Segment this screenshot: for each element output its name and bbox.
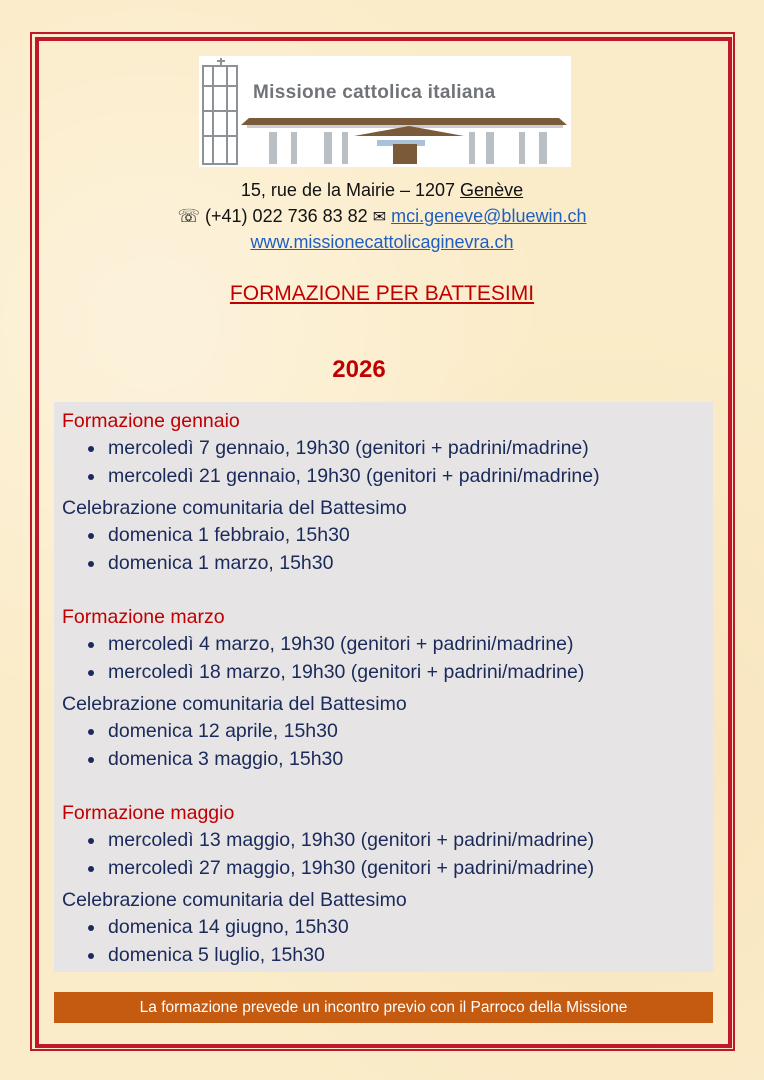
envelope-icon: ✉ <box>372 209 387 226</box>
contact-line <box>0 206 764 227</box>
list-item: mercoledì 13 maggio, 19h30 (genitori + padrini/madrine) <box>62 827 594 855</box>
bullet-icon <box>88 642 94 648</box>
bullet-icon <box>88 925 94 931</box>
celebrazione-heading: Celebrazione comunitaria del Battesimo <box>62 693 407 715</box>
celebrazione-heading: Celebrazione comunitaria del Battesimo <box>62 889 407 911</box>
formazione-heading: Formazione gennaio <box>62 410 240 432</box>
address: 15, rue de la Mairie – 1207 <box>240 180 461 200</box>
year-heading: 2026 <box>332 356 386 383</box>
mission-logo <box>199 56 571 167</box>
formazione-heading: Formazione maggio <box>62 802 235 824</box>
city: Genève <box>460 180 524 200</box>
email-link[interactable]: mci.geneve@bluewin.ch <box>391 206 587 226</box>
phone-icon: ☏ <box>177 206 201 226</box>
bullet-icon <box>88 838 94 844</box>
list-item: domenica 1 febbraio, 15h30 <box>62 522 600 550</box>
section-marzo <box>62 603 584 773</box>
bullet-icon <box>88 474 94 480</box>
footer-banner: La formazione prevede un incontro previo con il Parroco della Missione <box>54 992 713 1023</box>
list-item: mercoledì 7 gennaio, 19h30 (genitori + padrini/madrine) <box>62 435 600 463</box>
schedule-box <box>54 402 713 972</box>
phone-number: (+41) 022 736 83 82 <box>205 206 368 226</box>
celebrazione-heading: Celebrazione comunitaria del Battesimo <box>62 497 407 519</box>
list-item: domenica 14 giugno, 15h30 <box>62 914 594 942</box>
website-line <box>0 232 764 253</box>
bullet-icon <box>88 953 94 959</box>
page-title: FORMAZIONE PER BATTESIMI <box>229 282 535 305</box>
list-item: mercoledì 21 gennaio, 19h30 (genitori + padrini/madrine) <box>62 463 600 491</box>
church-illustration-icon <box>199 56 571 167</box>
formazione-heading: Formazione marzo <box>62 606 225 628</box>
list-item: domenica 3 maggio, 15h30 <box>62 746 584 774</box>
list-item: domenica 12 aprile, 15h30 <box>62 718 584 746</box>
bullet-icon <box>88 533 94 539</box>
list-item: domenica 1 marzo, 15h30 <box>62 550 600 578</box>
website-link[interactable]: www.missionecattolicaginevra.ch <box>250 232 514 252</box>
bullet-icon <box>88 446 94 452</box>
bullet-icon <box>88 729 94 735</box>
list-item: domenica 5 luglio, 15h30 <box>62 942 594 970</box>
list-item: mercoledì 18 marzo, 19h30 (genitori + padrini/madrine) <box>62 659 584 687</box>
bullet-icon <box>88 757 94 763</box>
list-item: mercoledì 4 marzo, 19h30 (genitori + padrini/madrine) <box>62 631 584 659</box>
bullet-icon <box>88 866 94 872</box>
address-line <box>0 180 764 201</box>
section-gennaio <box>62 407 600 577</box>
list-item: mercoledì 27 maggio, 19h30 (genitori + padrini/madrine) <box>62 855 594 883</box>
section-maggio <box>62 799 594 969</box>
bullet-icon <box>88 561 94 567</box>
bullet-icon <box>88 670 94 676</box>
logo-text: Missione cattolica italiana <box>253 82 496 103</box>
